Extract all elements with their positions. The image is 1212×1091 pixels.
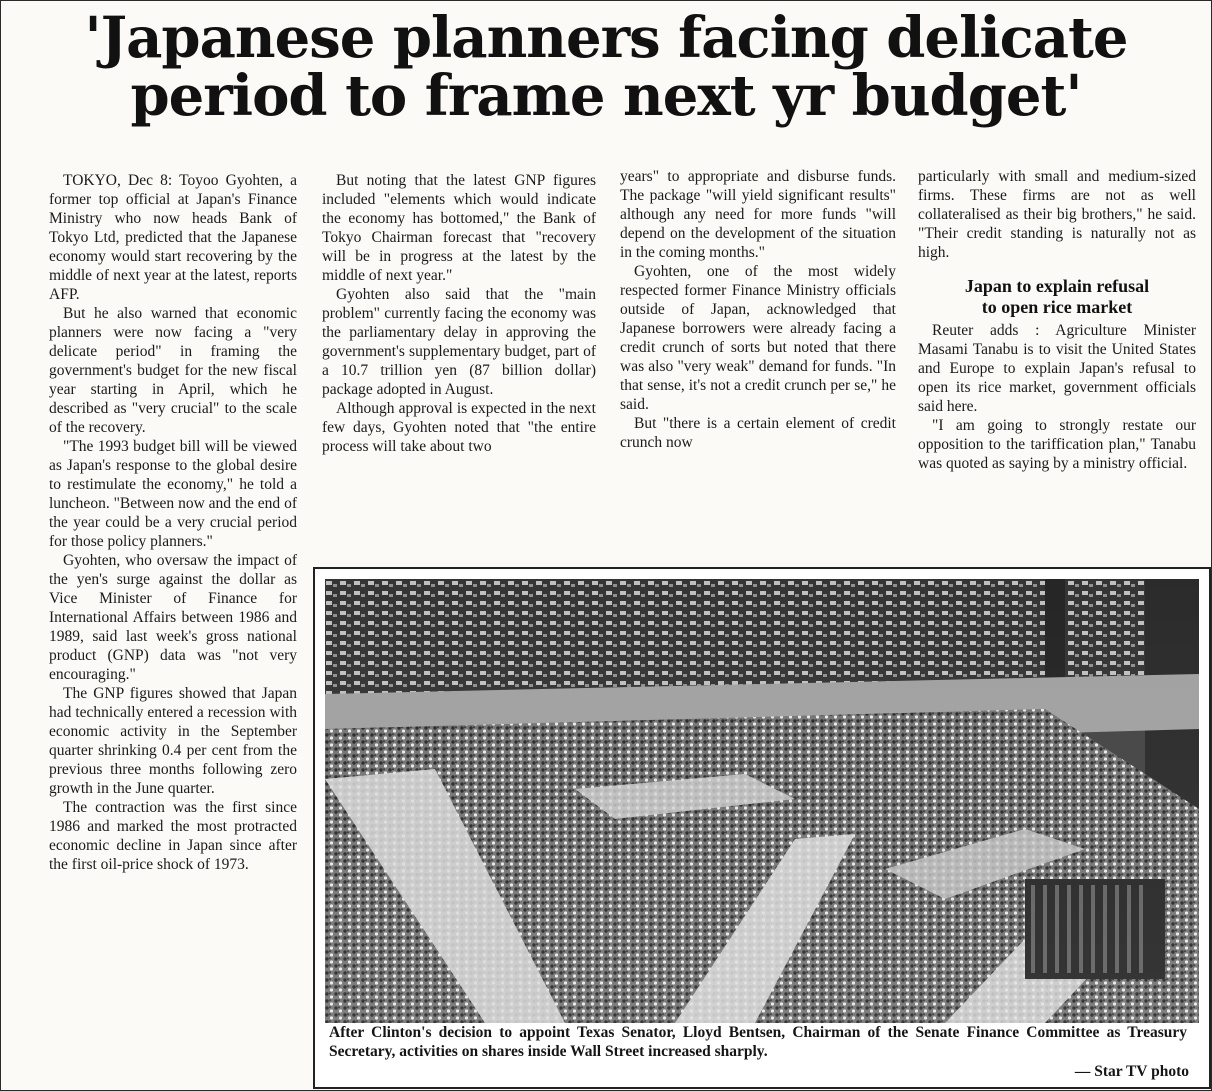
article-paragraph: The contraction was the first since 1986 and marked the most protracted economic decline in Japan since after the first oil-price shock of 1973.: [49, 799, 297, 873]
article-column-1: [49, 171, 297, 874]
sidebar-heading: [918, 276, 1196, 318]
article-column-3: [620, 167, 896, 452]
headline-line-1: 'Japanese planners facing delicate: [84, 5, 1128, 71]
photo-credit: — Star TV photo: [1074, 1063, 1189, 1080]
headline: [1, 5, 1211, 129]
sidebar-paragraph: Reuter adds : Agriculture Minister Masami Tanabu is to visit the United States and Europe to explain Japan's refusal to open its rice market, government officials said here.: [918, 322, 1196, 415]
article-paragraph: The GNP figures showed that Japan had technically entered a recession with economic activity in the September quarter shrinking 0.4 per cent from the previous three months following zero growth in the June quarter.: [49, 685, 297, 797]
article-paragraph: TOKYO, Dec 8: Toyoo Gyohten, a former top official at Japan's Finance Ministry who now heads Bank of Tokyo Ltd, predicted that the Japanese economy would start recovering by the middle of next year at the latest, reports AFP.: [49, 172, 297, 303]
article-paragraph: Gyohten, one of the most widely respected former Finance Ministry officials outside of Japan, acknowledged that Japanese borrowers were already facing a credit crunch of sorts but noted that there was also "very weak" demand for funds. "In that sense, it's not a credit crunch per se," he said.: [620, 263, 896, 413]
article-paragraph: Gyohten, who oversaw the impact of the yen's surge against the dollar as Vice Minister of Finance for International Affairs between 1986 and 1989, said last week's gross national product (GNP) data was "not very encouraging.": [49, 552, 297, 683]
sidebar-paragraph: "I am going to strongly restate our opposition to the tariffication plan," Tanabu was quoted as saying by a ministry official.: [918, 417, 1196, 472]
headline-line-2: period to frame next yr budget': [130, 63, 1082, 129]
article-paragraph: Gyohten also said that the "main problem" currently facing the economy was the parliamentary delay in approving the government's supplementary budget, part of a 10.7 trillion yen (87 billion dollar) package adopted in August.: [322, 286, 596, 398]
sidebar-heading-line-2: to open rice market: [981, 297, 1133, 317]
photo-frame: [313, 567, 1211, 1089]
sidebar-heading-line-1: Japan to explain refusal: [964, 276, 1150, 296]
article-paragraph: But "there is a certain element of credit crunch now: [620, 415, 896, 451]
trading-floor-photo: [325, 579, 1199, 1023]
photo-caption: After Clinton's decision to appoint Texas Senator, Lloyd Bentsen, Chairman of the Senate Finance Committee as Treasury Secretary, activities on shares inside Wall Street increased sharply.: [329, 1024, 1187, 1060]
article-paragraph: But he also warned that economic planners were now facing a "very delicate period" in framing the government's budget for the new fiscal year starting in April, which he described as "very crucial" to the scale of the recovery.: [49, 305, 297, 436]
article-paragraph: years" to appropriate and disburse funds. The package "will yield significant results" although any need for more funds "will depend on the development of the situation in the coming months.": [620, 168, 896, 261]
photo-illustration: [325, 579, 1199, 1023]
article-paragraph: Although approval is expected in the next few days, Gyohten noted that "the entire process will take about two: [322, 400, 596, 455]
article-paragraph: But noting that the latest GNP figures included "elements which would indicate the economy has bottomed," the Bank of Tokyo Chairman forecast that "recovery will be in progress at the latest by the middle of next year.": [322, 172, 596, 284]
article-paragraph: "The 1993 budget bill will be viewed as Japan's response to the global desire to restimulate the economy," he told a luncheon. "Between now and the end of the year could be a very crucial period for those policy planners.": [49, 438, 297, 550]
article-paragraph: particularly with small and medium-sized firms. These firms are not as well collateralised as their big brothers," he said. "Their credit standing is naturally not as high.: [918, 168, 1196, 261]
article-column-4: [918, 167, 1196, 473]
article-column-2: [322, 171, 596, 456]
